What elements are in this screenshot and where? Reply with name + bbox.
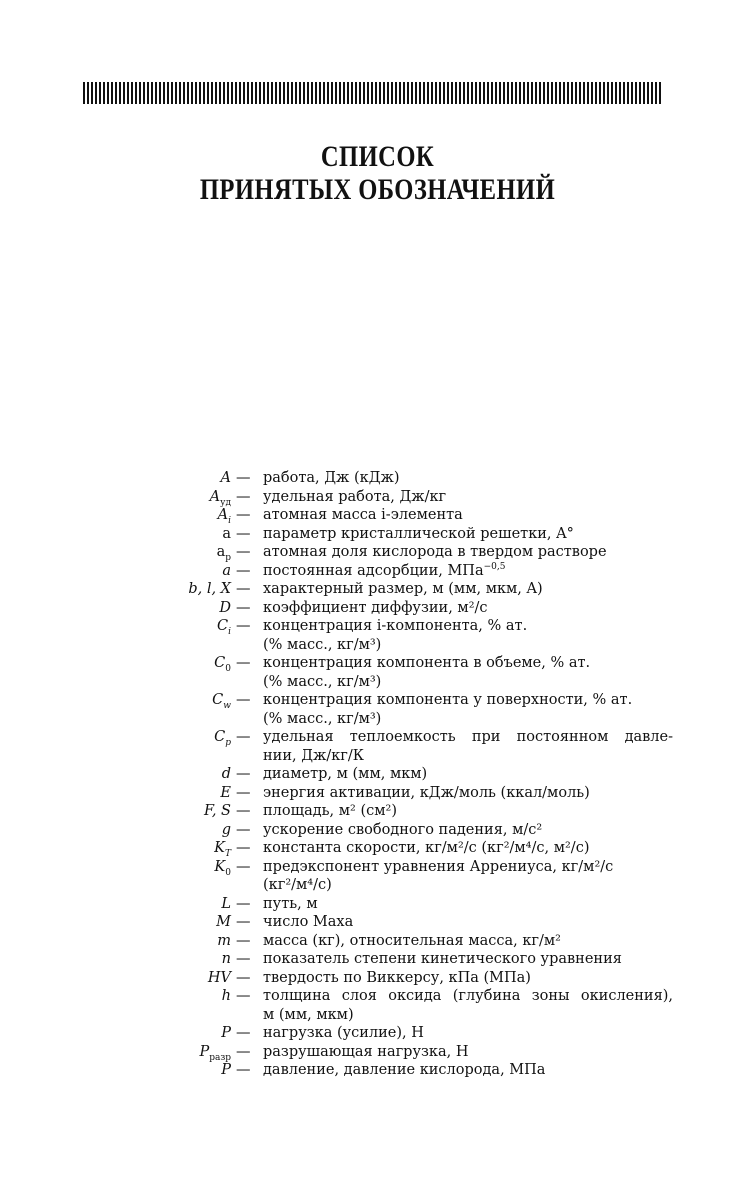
em-dash: — (236, 470, 251, 486)
em-dash: — (236, 932, 251, 949)
notation-list (0, 469, 755, 1080)
notation-description-continued: (% масс., кг/м³) (263, 710, 382, 727)
symbol-subscript: 0 (225, 663, 231, 674)
notation-symbol: a (222, 562, 231, 579)
notation-description: энергия активации, кДж/моль (ккал/моль) (263, 784, 590, 801)
notation-entry-continuation (0, 710, 755, 729)
notation-symbol: d (221, 766, 231, 782)
notation-entry (0, 488, 755, 507)
notation-entry (0, 654, 755, 673)
notation-symbol: a (222, 525, 231, 542)
notation-entry (0, 543, 755, 562)
em-dash: — (236, 784, 251, 801)
notation-symbol: $a_p$ (216, 544, 231, 563)
notation-description: показатель степени кинетического уравнения (263, 951, 622, 967)
notation-description: постоянная адсорбции, МПа$^{-0,5}$ (263, 561, 506, 579)
notation-entry (0, 932, 755, 951)
notation-symbol: $C_p$ (214, 729, 231, 748)
em-dash: — (236, 821, 251, 838)
em-dash: — (236, 507, 251, 523)
symbol-subscript: уд (220, 497, 231, 508)
notation-entry (0, 839, 755, 858)
notation-entry-continuation (0, 1006, 755, 1025)
notation-description: удельная работа, Дж/кг (263, 488, 447, 505)
em-dash: — (236, 840, 251, 856)
notation-symbol: A (220, 470, 231, 486)
notation-entry (0, 691, 755, 710)
notation-symbol: $A_{уд}$ (209, 488, 231, 508)
em-dash: — (236, 599, 251, 616)
notation-description: число Маха (263, 914, 354, 930)
notation-entry (0, 858, 755, 877)
em-dash: — (236, 525, 251, 542)
em-dash: — (236, 1025, 251, 1041)
notation-description: предэкспонент уравнения Аррениуса, кг/м²/с (263, 858, 614, 875)
notation-description: константа скорости, кг/м²/с (кг²/м⁴/с, м²/с) (263, 840, 590, 856)
em-dash: — (236, 488, 251, 505)
notation-entry (0, 913, 755, 932)
em-dash: — (236, 951, 251, 967)
em-dash: — (236, 655, 251, 671)
header-ornament-rule (83, 82, 663, 104)
notation-symbol: m (217, 932, 231, 949)
notation-symbol: h (221, 988, 231, 1004)
em-dash: — (236, 895, 251, 912)
notation-symbol: g (221, 821, 231, 838)
notation-symbol: $A_i$ (217, 507, 231, 526)
notation-symbol: $C_w$ (212, 692, 231, 711)
em-dash: — (236, 692, 251, 708)
notation-entry (0, 784, 755, 803)
notation-description: нагрузка (усилие), Н (263, 1025, 424, 1041)
notation-entry (0, 895, 755, 914)
em-dash: — (236, 1043, 251, 1060)
notation-entry-continuation (0, 636, 755, 655)
em-dash: — (236, 803, 251, 819)
notation-symbol: F, S (204, 803, 231, 819)
notation-symbol: $P_{разр}$ (199, 1043, 231, 1063)
notation-description-continued: (% масс., кг/м³) (263, 636, 382, 653)
notation-symbol: b, l, X (188, 581, 231, 597)
notation-entry (0, 802, 755, 821)
notation-entry-continuation (0, 673, 755, 692)
notation-description: характерный размер, м (мм, мкм, A) (263, 581, 543, 597)
notation-description: давление, давление кислорода, МПа (263, 1062, 546, 1078)
em-dash: — (236, 544, 251, 560)
notation-description: работа, Дж (кДж) (263, 470, 400, 486)
notation-symbol: $C_0$ (214, 655, 231, 674)
notation-symbol: $K_0$ (214, 858, 231, 878)
symbol-subscript: i (228, 626, 231, 637)
notation-description-continued: м (мм, мкм) (263, 1006, 354, 1023)
notation-description: масса (кг), относительная масса, кг/м² (263, 932, 561, 949)
notation-description-continued: (% масс., кг/м³) (263, 673, 382, 690)
notation-description: удельная теплоемкость при постоянном давле- (263, 729, 673, 745)
notation-description: концентрация компонента у поверхности, % ат. (263, 692, 633, 708)
em-dash: — (236, 969, 251, 986)
unit-exponent: −0,5 (483, 561, 506, 572)
em-dash: — (236, 1062, 251, 1078)
notation-entry (0, 580, 755, 599)
notation-description: концентрация компонента в объеме, % ат. (263, 655, 591, 671)
notation-symbol: P (221, 1025, 231, 1041)
notation-symbol: M (216, 914, 231, 930)
notation-entry (0, 562, 755, 581)
notation-entry-continuation (0, 747, 755, 766)
notation-entry (0, 469, 755, 488)
notation-symbol: D (219, 599, 231, 616)
notation-entry-continuation (0, 876, 755, 895)
em-dash: — (236, 581, 251, 597)
page-title-line-2: ПРИНЯТЫХ ОБОЗНАЧЕНИЙ (199, 173, 556, 206)
notation-symbol: $K_T$ (214, 840, 231, 859)
notation-entry (0, 987, 755, 1006)
notation-description-continued: (кг²/м⁴/с) (263, 877, 332, 893)
symbol-subscript: p (225, 552, 231, 563)
notation-entry (0, 950, 755, 969)
notation-description-continued: нии, Дж/кг/К (263, 747, 364, 764)
notation-entry (0, 525, 755, 544)
notation-description: коэффициент диффузии, м²/с (263, 599, 488, 616)
notation-entry (0, 969, 755, 988)
notation-description: площадь, м² (см²) (263, 803, 397, 819)
notation-entry (0, 1061, 755, 1080)
em-dash: — (236, 766, 251, 782)
notation-symbol: E (220, 784, 231, 801)
em-dash: — (236, 914, 251, 930)
notation-entry (0, 728, 755, 747)
em-dash: — (236, 988, 251, 1004)
notation-description: твердость по Виккерсу, кПа (МПа) (263, 969, 531, 986)
symbol-subscript: i (228, 515, 231, 526)
em-dash: — (236, 858, 251, 875)
symbol-subscript: 0 (225, 867, 231, 878)
notation-entry (0, 1043, 755, 1062)
notation-entry (0, 506, 755, 525)
notation-symbol: $C_i$ (217, 618, 231, 637)
notation-description: путь, м (263, 895, 318, 912)
notation-description: разрушающая нагрузка, Н (263, 1043, 469, 1060)
notation-description: параметр кристаллической решетки, A° (263, 525, 574, 542)
symbol-subscript: w (223, 700, 231, 711)
notation-entry (0, 1024, 755, 1043)
page-title-line-1: СПИСОК (320, 140, 435, 173)
notation-entry (0, 599, 755, 618)
notation-description: диаметр, м (мм, мкм) (263, 766, 428, 782)
notation-description: атомная доля кислорода в твердом растворе (263, 544, 607, 560)
symbol-subscript: p (225, 737, 231, 748)
notation-entry (0, 821, 755, 840)
notation-symbol: P (221, 1062, 231, 1078)
notation-entry (0, 617, 755, 636)
notation-symbol: n (221, 951, 231, 967)
em-dash: — (236, 729, 251, 745)
em-dash: — (236, 618, 251, 634)
notation-description: атомная масса i-элемента (263, 507, 463, 523)
symbol-subscript: разр (209, 1052, 231, 1063)
notation-symbol: L (221, 895, 231, 912)
notation-entry (0, 765, 755, 784)
symbol-subscript: T (224, 848, 231, 859)
notation-description: концентрация i-компонента, % ат. (263, 618, 528, 634)
notation-symbol: HV (207, 969, 231, 986)
notation-description: толщина слоя оксида (глубина зоны окисления), (263, 988, 673, 1004)
em-dash: — (236, 562, 251, 579)
notation-description: ускорение свободного падения, м/с² (263, 821, 543, 838)
